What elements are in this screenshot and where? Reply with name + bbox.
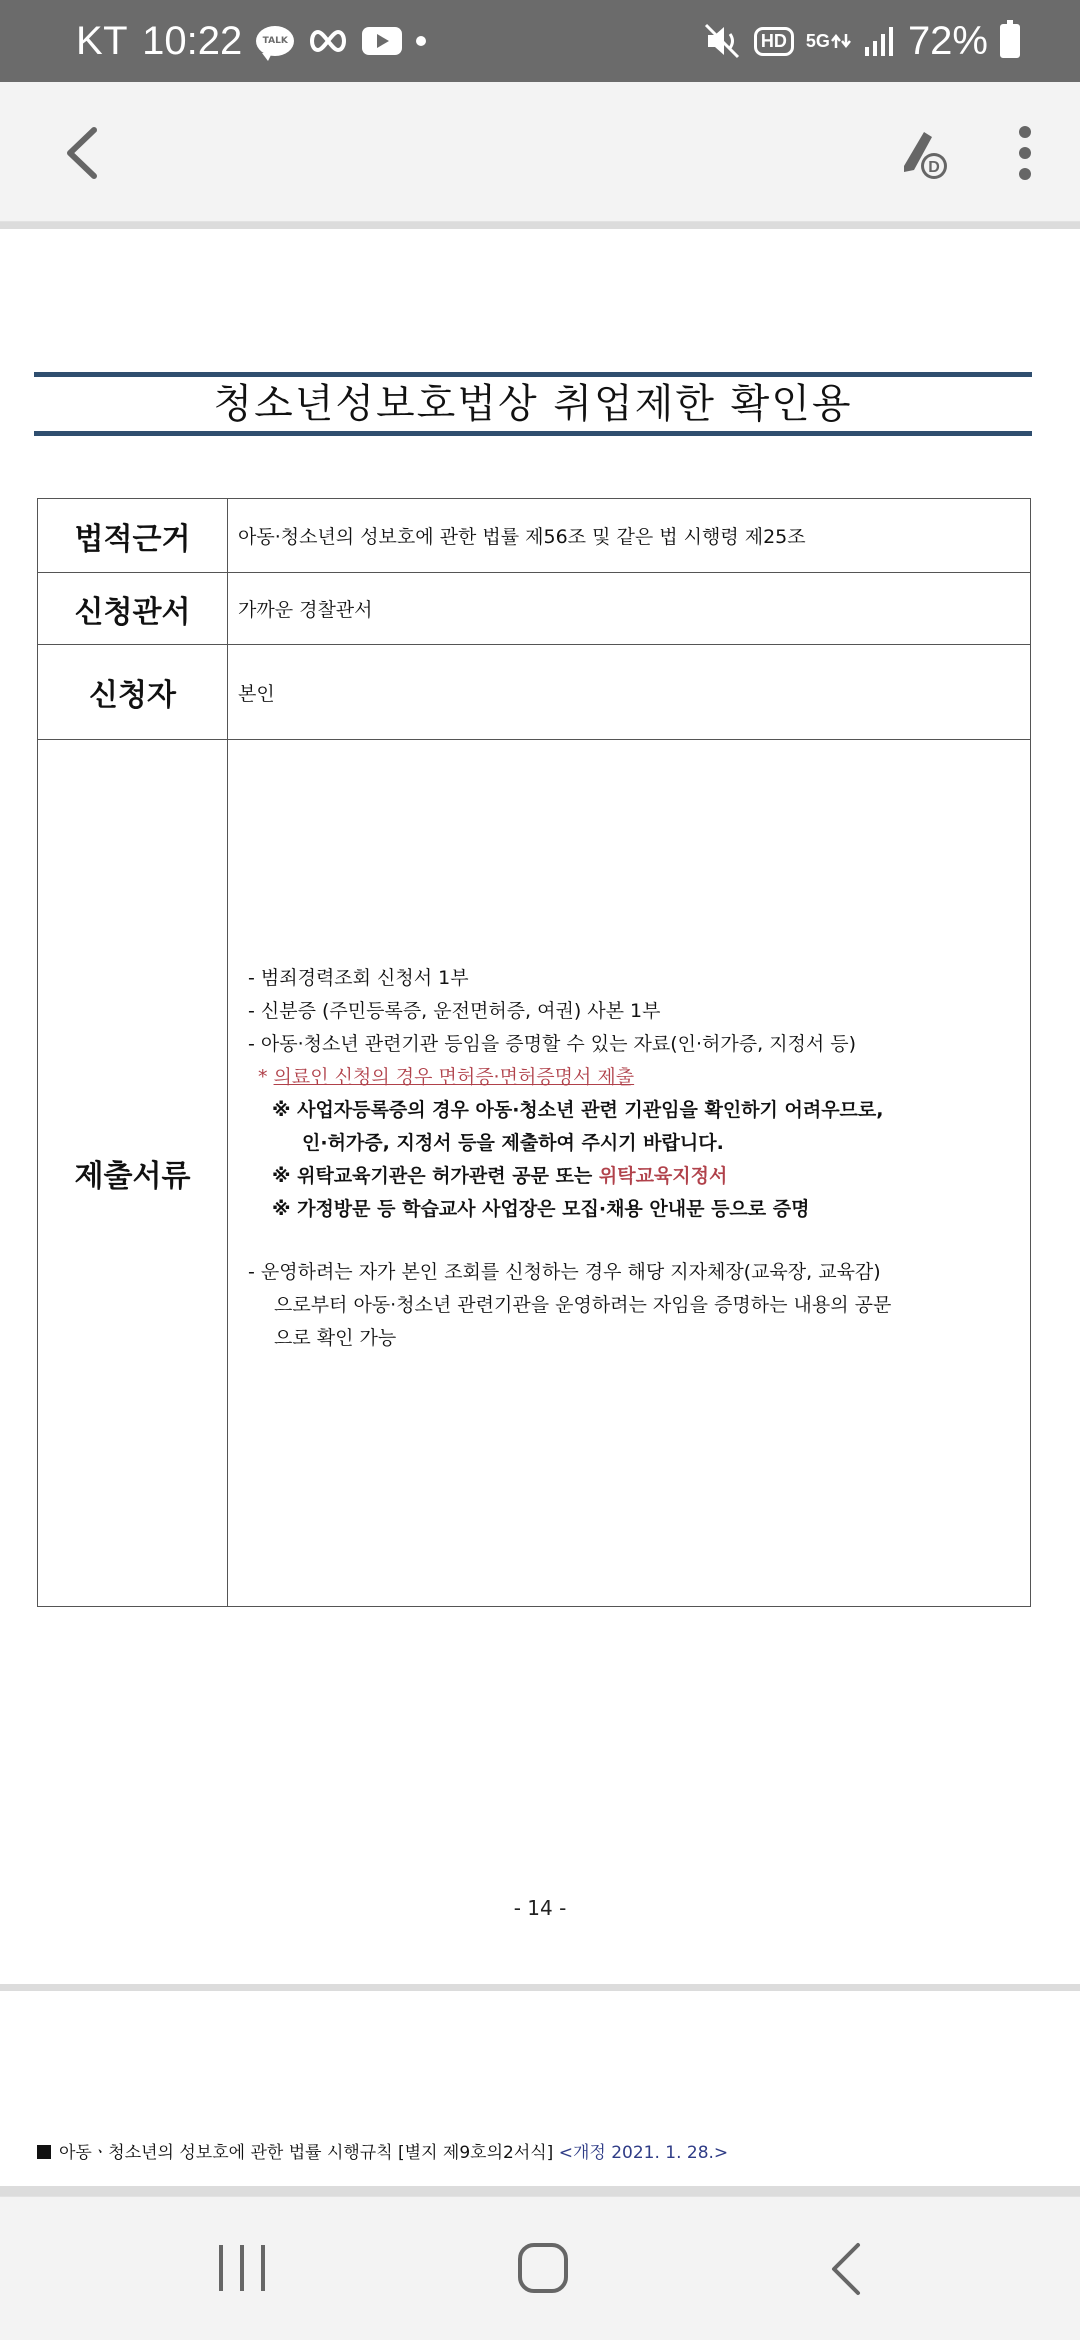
edit-doc-icon [890,118,960,188]
page-separator [0,1984,1080,1991]
more-vert-icon [1000,118,1050,188]
nav-back-icon [826,2241,866,2297]
recent-apps-icon [215,2243,269,2293]
row-label: 신청자 [38,645,228,740]
page-separator-top [0,222,1080,229]
operator-paragraph-line: 으로 확인 가능 [274,1327,397,1349]
table-row [38,499,1031,573]
home-icon [516,2241,570,2295]
document-title: 청소년성보호법상 취업제한 확인용 [213,381,853,427]
network-label: 5G [805,31,830,51]
list-item: - 범죄경력조회 신청서 1부 [248,967,469,989]
row-value: 가까운 경찰관서 [228,573,1031,645]
battery-icon [1000,24,1020,58]
status-bar [0,0,1080,82]
revision-date: <개정 2021. 1. 28.> [558,2143,729,2163]
note-business-registration-cont: 인·허가증, 지정서 등을 제출하여 주시기 바랍니다. [302,1132,724,1154]
square-bullet-icon [37,2145,51,2159]
carrier-label: KT [76,18,129,63]
back-icon [50,118,120,188]
note-home-tutor: ※ 가정방문 등 학습교사 사업장은 모집·채용 안내문 등으로 증명 [272,1198,810,1220]
medical-note [248,1061,1018,1094]
documents-cell [228,740,1031,1607]
edit-document-button[interactable] [890,118,960,188]
list-item: - 신분증 (주민등록증, 운전면허증, 여권) 사본 1부 [248,1000,661,1022]
page-separator-bottom [0,2186,1080,2196]
note-trust-red: 위탁교육지정서 [598,1165,728,1187]
table-row [38,573,1031,645]
youtube-icon [362,27,402,55]
back-button[interactable] [50,118,120,188]
app-bar [0,82,1080,222]
note-trust-main: ※ 위탁교육기관은 허가관련 공문 또는 [272,1165,599,1187]
red-asterisk: * [258,1066,274,1088]
info-table [37,498,1031,1607]
talk-badge-text: TALK [262,36,288,46]
battery-percent: 72% [907,18,988,63]
note-trust-education [248,1160,1018,1193]
documents-list [248,962,1018,1355]
system-back-button[interactable] [826,2241,866,2297]
document-title-block [34,372,1032,436]
mute-icon [704,23,742,59]
signal-icon [864,25,896,57]
kakaotalk-icon [256,26,294,56]
row-label: 신청관서 [38,573,228,645]
table-row [38,645,1031,740]
page-number: - 14 - [513,1896,567,1920]
title-rule [34,431,1032,436]
clock: 10:22 [142,18,243,63]
hd-icon: HD [754,27,794,56]
home-button[interactable] [516,2241,570,2295]
infinity-icon [308,28,348,54]
navigation-bar [0,2196,1080,2340]
operator-paragraph-line: 으로부터 아동·청소년 관련기관을 운영하려는 자임을 증명하는 내용의 공문 [274,1294,892,1316]
row-label: 법적근거 [38,499,228,573]
title-rule [34,372,1032,377]
row-value: 아동·청소년의 성보호에 관한 법률 제56조 및 같은 법 시행령 제25조 [228,499,1031,573]
row-value: 본인 [228,645,1031,740]
dot-icon [416,36,426,46]
medical-note-text: 의료인 신청의 경우 면허증·면허증명서 제출 [273,1066,635,1088]
note-business-registration: ※ 사업자등록증의 경우 아동·청소년 관련 기관임을 확인하기 어려우므로, [272,1099,884,1121]
5g-icon [806,33,852,49]
svg-text:D: D [928,159,940,176]
recent-apps-button[interactable] [215,2243,269,2293]
form-reference [37,2138,728,2163]
list-item: - 아동·청소년 관련기관 등임을 증명할 수 있는 자료(인·허가증, 지정서 등) [248,1033,857,1055]
form-reference-text: 아동ㆍ청소년의 성보호에 관한 법률 시행규칙 [별지 제9호의2서식] [59,2143,559,2163]
operator-paragraph-line: - 운영하려는 자가 본인 조회를 신청하는 경우 해당 지자체장(교육장, 교육감) [248,1261,881,1283]
table-row [38,740,1031,1607]
more-options-button[interactable] [1000,118,1050,188]
row-label: 제출서류 [38,740,228,1607]
